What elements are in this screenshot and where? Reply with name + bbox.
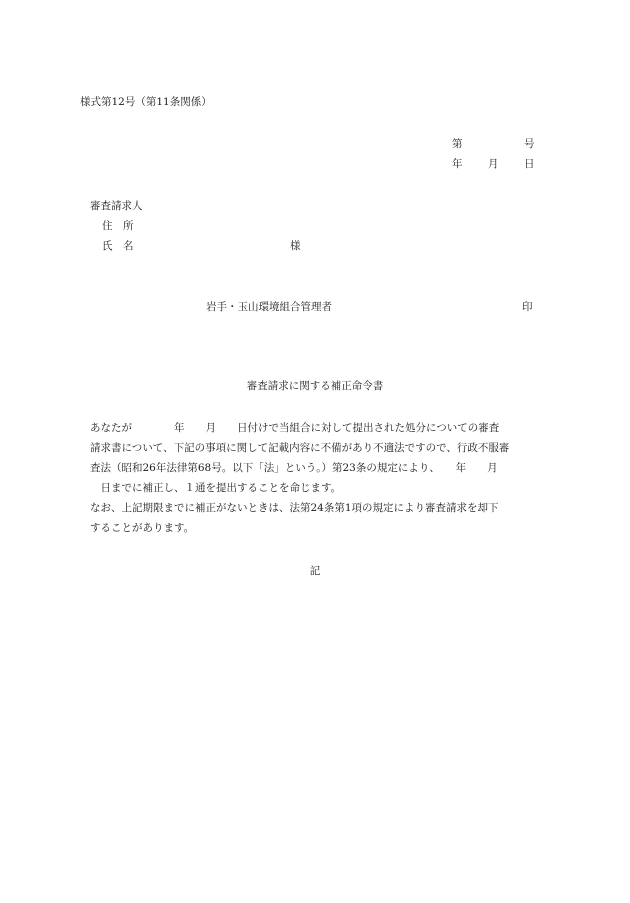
date-month-label: 月 <box>488 158 499 170</box>
ki-heading: 記 <box>309 565 321 577</box>
form-number: 様式第12号（第11条関係） <box>80 96 212 108</box>
body-paragraph-2 <box>80 498 548 538</box>
body-line: なお、上記期限までに補正がないときは、法第24条第1項の規定により審査請求を却下 <box>90 502 499 514</box>
applicant-heading: 審査請求人 <box>90 200 143 212</box>
date-year-label: 年 <box>452 158 463 170</box>
body-line: 請求書について、下記の事項に関して記載内容に不備があり不適法ですので、行政不服審 <box>90 442 510 454</box>
seal-mark: 印 <box>522 301 533 313</box>
document-title: 審査請求に関する補正命令書 <box>246 380 384 392</box>
date-day-label: 日 <box>524 158 535 170</box>
name-label: 氏 名 <box>102 240 134 252</box>
document-number-prefix: 第 <box>452 138 463 150</box>
address-label: 住 所 <box>102 220 134 232</box>
body-line: 査法（昭和26年法律第68号。以下「法」という。）第23条の規定により、 年 月 <box>90 462 498 474</box>
body-text <box>80 418 548 538</box>
honorific: 様 <box>290 240 301 252</box>
body-paragraph-1 <box>80 418 548 498</box>
document-number-suffix: 号 <box>524 138 535 150</box>
body-line: 日までに補正し、１通を提出することを命じます。 <box>90 482 342 494</box>
issuer-name: 岩手・玉山環境組合管理者 <box>206 301 332 313</box>
body-line: あなたが 年 月 日付けで当組合に対して提出された処分についての審査 <box>90 422 500 434</box>
body-line: することがあります。 <box>90 522 195 534</box>
